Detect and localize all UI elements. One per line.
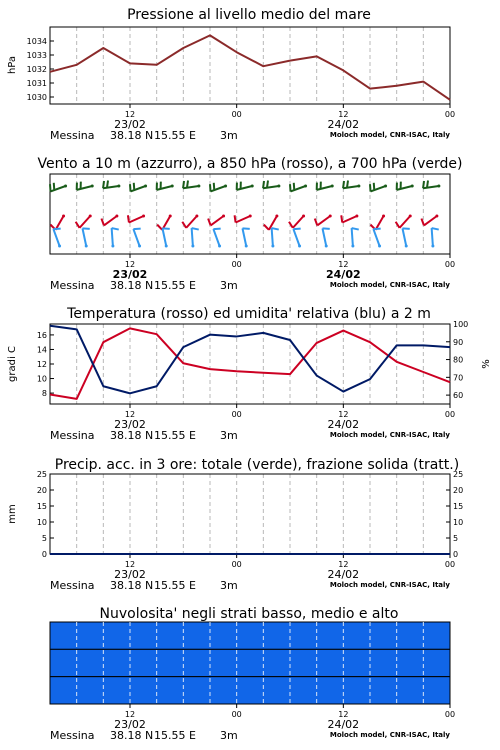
location-name: Messina	[50, 129, 95, 142]
wind-barb-dot	[195, 215, 198, 218]
wind-barb-dot	[245, 245, 248, 248]
wind-barb	[183, 186, 199, 188]
location-lat: 38.18 N	[110, 579, 154, 592]
wind-barb	[213, 229, 219, 246]
y-tick-label: 10	[36, 374, 47, 384]
location-alt: 3m	[220, 429, 238, 442]
wind-barb-dot	[197, 185, 200, 188]
wind-barb	[162, 228, 166, 246]
wind-barb	[104, 216, 117, 225]
y-tick-label: 16	[36, 330, 47, 340]
wind-barb-dot	[437, 185, 440, 188]
location-lon: 15.55 E	[154, 579, 196, 592]
wind-barb-flag	[103, 181, 104, 188]
wind-barb-dot	[249, 215, 252, 218]
wind-barb-dot	[144, 185, 147, 188]
x-tick-label: 00	[444, 710, 456, 719]
cloud-title: Nuvolosita' negli strati basso, medio e alto	[99, 606, 399, 622]
y-tick-label: 1030	[26, 93, 47, 102]
wind-barb	[192, 228, 193, 246]
precipitation-title: Precip. acc. in 3 ore: totale (verde), frazione solida (tratt.)	[54, 457, 460, 473]
x-tick-label: 00	[444, 410, 456, 419]
wind-barb-flag	[370, 184, 371, 191]
location-alt: 3m	[220, 579, 238, 592]
x-tick-label: 12	[124, 560, 136, 569]
wind-barb-dot	[357, 185, 360, 188]
wind-barb-flag	[235, 215, 236, 222]
wind-barb-dot	[222, 215, 225, 218]
y-tick-label: 5	[41, 534, 47, 543]
wind-barb-dot	[302, 215, 305, 218]
y-tick-label: 1033	[26, 51, 47, 60]
x-tick-label: 12	[338, 110, 349, 119]
wind-barb-dot	[277, 185, 280, 188]
wind-barb-flag	[130, 184, 131, 191]
wind-barb-flag	[53, 229, 60, 230]
date-label: 23/02	[114, 568, 146, 581]
temperature-ylabel: gradi C	[7, 346, 18, 382]
location-alt: 3m	[220, 279, 238, 292]
wind-barb-dot	[431, 245, 434, 248]
wind-barb-flag	[133, 229, 140, 230]
model-credit: Moloch model, CNR-ISAC, Italy	[329, 731, 450, 739]
wind-barb	[80, 216, 91, 228]
wind-barb-dot	[384, 185, 387, 188]
wind-barb	[352, 228, 353, 246]
wind-barb-flag	[263, 181, 264, 188]
precipitation-ylabel: mm	[7, 504, 18, 524]
wind-barb	[317, 216, 330, 225]
y-tick-label: 14	[36, 345, 47, 355]
wind-barb	[112, 228, 113, 246]
date-label: 24/02	[327, 568, 360, 581]
y-tick-label-right: 80	[453, 355, 464, 365]
model-credit: Moloch model, CNR-ISAC, Italy	[329, 281, 450, 289]
x-tick-label: 00	[231, 410, 242, 419]
x-tick-label: 12	[124, 410, 136, 419]
y-tick-label-right: 100	[453, 320, 469, 329]
humidity-line	[50, 326, 450, 394]
x-tick-label: 00	[231, 260, 242, 269]
wind-barb-dot	[117, 185, 120, 188]
wind-barb	[371, 186, 386, 191]
wind-barb-dot	[298, 245, 301, 248]
y-tick-label-right: 90	[453, 337, 464, 347]
wind-barb-dot	[271, 245, 274, 248]
y-tick-label: 1031	[26, 79, 47, 88]
wind-barb-dot	[58, 245, 61, 248]
wind-barb-flag	[322, 228, 329, 229]
wind-barb-flag	[374, 183, 375, 190]
location-name: Messina	[50, 279, 95, 292]
wind-panel	[37, 156, 462, 172]
plot-frame	[50, 27, 450, 104]
wind-barb	[77, 186, 93, 190]
y-tick-label: 0	[41, 550, 47, 559]
wind-barb-dot	[138, 245, 141, 248]
x-tick-label: 12	[338, 260, 349, 269]
wind-barb	[400, 216, 411, 228]
wind-barb-flag	[107, 180, 108, 187]
y-tick-label-right: 70	[453, 373, 464, 383]
location-name: Messina	[50, 429, 95, 442]
wind-barb-flag	[242, 228, 249, 229]
wind-barb-flag	[343, 181, 344, 188]
location-lat: 38.18 N	[110, 129, 154, 142]
wind-barb-dot	[115, 215, 118, 218]
wind-barb-dot	[378, 245, 381, 248]
location-alt: 3m	[220, 129, 238, 142]
pressure-title: Pressione al livello medio del mare	[127, 7, 371, 23]
wind-barb	[343, 186, 359, 188]
x-tick-label: 00	[231, 710, 242, 719]
x-tick-label: 00	[444, 260, 456, 269]
y-tick-label-right: 20	[453, 486, 464, 495]
y-tick-label-right: 10	[453, 518, 464, 527]
wind-barb	[424, 216, 437, 225]
wind-barb	[103, 186, 119, 188]
wind-barb	[402, 228, 406, 246]
wind-barb-dot	[64, 185, 67, 188]
wind-barb-dot	[275, 215, 278, 218]
wind-barb-dot	[89, 215, 92, 218]
chart-marks	[27, 27, 469, 742]
location-lon: 15.55 E	[154, 429, 196, 442]
wind-barb-dot	[251, 185, 254, 188]
temperature-title: Temperatura (rosso) ed umidita' relativa (blu) a 2 m	[67, 306, 431, 322]
y-tick-label-right: 5	[453, 534, 459, 543]
pressure-line	[50, 35, 450, 99]
x-tick-label: 00	[444, 560, 456, 569]
wind-barb-flag	[214, 183, 215, 190]
wind-barb	[82, 228, 86, 246]
cloud-layer-band	[50, 677, 450, 704]
y-tick-label: 1034	[26, 37, 47, 46]
wind-barb-flag	[54, 183, 55, 190]
wind-barb-dot	[351, 245, 354, 248]
date-label: 24/02	[327, 718, 360, 731]
wind-barb-dot	[218, 245, 221, 248]
wind-barb	[211, 186, 226, 191]
y-tick-label-right: 25	[453, 470, 464, 479]
model-credit: Moloch model, CNR-ISAC, Italy	[329, 581, 450, 589]
wind-barb	[293, 216, 304, 228]
humidity-ylabel: %	[481, 359, 492, 369]
x-tick-label: 12	[124, 110, 136, 119]
wind-barb-flag	[290, 184, 291, 191]
wind-barb-dot	[409, 215, 412, 218]
wind-barb-dot	[171, 185, 174, 188]
x-tick-label: 00	[231, 110, 242, 119]
wind-barb-flag	[402, 228, 409, 229]
model-credit: Moloch model, CNR-ISAC, Italy	[329, 431, 450, 439]
date-label: 24/02	[327, 418, 360, 431]
date-label: 23/02	[114, 118, 146, 131]
wind-barb-flag	[423, 181, 424, 188]
wind-barb	[129, 216, 144, 223]
location-name: Messina	[50, 729, 95, 742]
location-lon: 15.55 E	[154, 729, 196, 742]
wind-barb-flag	[210, 184, 211, 191]
plot-frame	[50, 324, 450, 404]
wind-barb	[293, 229, 299, 246]
wind-barb-flag	[213, 229, 220, 230]
wind-barb-dot	[191, 245, 194, 248]
wind-barb	[51, 186, 66, 191]
wind-barb	[263, 186, 279, 188]
wind-barb-dot	[85, 245, 88, 248]
date-label: 24/02	[327, 118, 360, 131]
wind-barb-flag	[82, 228, 89, 229]
y-tick-label: 15	[36, 502, 47, 511]
wind-barb-flag	[373, 229, 380, 230]
date-label: 23/02	[114, 718, 146, 731]
location-lat: 38.18 N	[110, 429, 154, 442]
location-alt: 3m	[220, 729, 238, 742]
wind-barb-flag	[183, 181, 184, 188]
wind-barb-dot	[224, 185, 227, 188]
wind-barb	[423, 186, 439, 188]
wind-barb-flag	[264, 225, 269, 230]
x-tick-label: 12	[124, 260, 136, 269]
wind-barb-flag	[50, 184, 51, 191]
wind-barb	[317, 186, 333, 190]
location-lon: 15.55 E	[154, 279, 196, 292]
wind-barb-dot	[142, 215, 145, 218]
y-tick-label-right: 60	[453, 391, 464, 401]
y-tick-label: 1032	[26, 65, 47, 74]
pressure-ylabel: hPa	[7, 55, 18, 75]
wind-barb-dot	[304, 185, 307, 188]
model-credit: Moloch model, CNR-ISAC, Italy	[329, 131, 450, 139]
plot-frame	[50, 474, 450, 554]
date-label: 23/02	[114, 418, 146, 431]
wind-barb	[291, 186, 306, 191]
wind-barb	[133, 229, 139, 246]
wind-barb-flag	[134, 183, 135, 190]
y-tick-label: 12	[36, 360, 47, 369]
wind-barb-dot	[382, 215, 385, 218]
wind-barb-dot	[169, 215, 172, 218]
cloud-layer-band	[50, 649, 450, 676]
wind-barb	[373, 229, 379, 246]
y-tick-label: 8	[41, 389, 47, 399]
x-tick-label: 12	[338, 410, 349, 419]
location-name: Messina	[50, 579, 95, 592]
wind-barb-flag	[294, 183, 295, 190]
wind-barb	[272, 228, 273, 246]
wind-barb-flag	[293, 229, 300, 230]
wind-barb-dot	[111, 245, 114, 248]
cloud-layer-band	[50, 622, 450, 649]
wind-barb-flag	[187, 180, 188, 187]
wind-barb	[322, 228, 326, 246]
wind-barb-dot	[329, 215, 332, 218]
wind-barb	[237, 186, 253, 190]
wind-title: Vento a 10 m (azzurro), a 850 hPa (rosso), a 700 hPa (verde)	[37, 156, 463, 172]
cloud-panel	[100, 606, 399, 622]
wind-barb-dot	[355, 215, 358, 218]
wind-barb	[53, 229, 59, 246]
wind-barb-flag	[128, 215, 129, 222]
wind-barb	[242, 228, 246, 246]
location-lat: 38.18 N	[110, 729, 154, 742]
y-tick-label: 20	[36, 486, 47, 495]
x-tick-label: 12	[338, 710, 349, 719]
wind-barb	[186, 216, 197, 228]
wind-barb-flag	[427, 180, 428, 187]
wind-barb-flag	[341, 215, 342, 222]
date-label: 24/02	[326, 268, 361, 281]
wind-barb-flag	[347, 180, 348, 187]
wind-barb-flag	[267, 180, 268, 187]
x-tick-label: 12	[338, 560, 349, 569]
x-tick-label: 00	[231, 560, 242, 569]
date-label: 23/02	[112, 268, 148, 281]
x-tick-label: 00	[444, 110, 456, 119]
precipitation-panel	[7, 457, 459, 524]
wind-barb	[397, 186, 413, 190]
wind-barb-dot	[325, 245, 328, 248]
wind-barb-flag	[157, 225, 162, 230]
y-tick-label-right: 15	[453, 502, 464, 511]
wind-barb-dot	[435, 215, 438, 218]
wind-barb-dot	[411, 185, 414, 188]
wind-barb-dot	[165, 245, 168, 248]
wind-barb-dot	[62, 215, 65, 218]
x-tick-label: 12	[124, 710, 136, 719]
wind-barb	[342, 216, 357, 223]
wind-barb	[432, 228, 433, 246]
wind-barb-dot	[331, 185, 334, 188]
wind-barb-flag	[162, 228, 169, 229]
y-tick-label-right: 0	[453, 550, 459, 559]
wind-barb	[131, 186, 146, 191]
wind-barb	[236, 216, 251, 223]
wind-barb	[157, 186, 173, 190]
wind-barb-dot	[91, 185, 94, 188]
y-tick-label: 10	[36, 518, 47, 527]
location-lat: 38.18 N	[110, 279, 154, 292]
wind-barb	[211, 216, 224, 225]
y-tick-label: 25	[36, 470, 47, 479]
wind-barb-dot	[405, 245, 408, 248]
location-lon: 15.55 E	[154, 129, 196, 142]
